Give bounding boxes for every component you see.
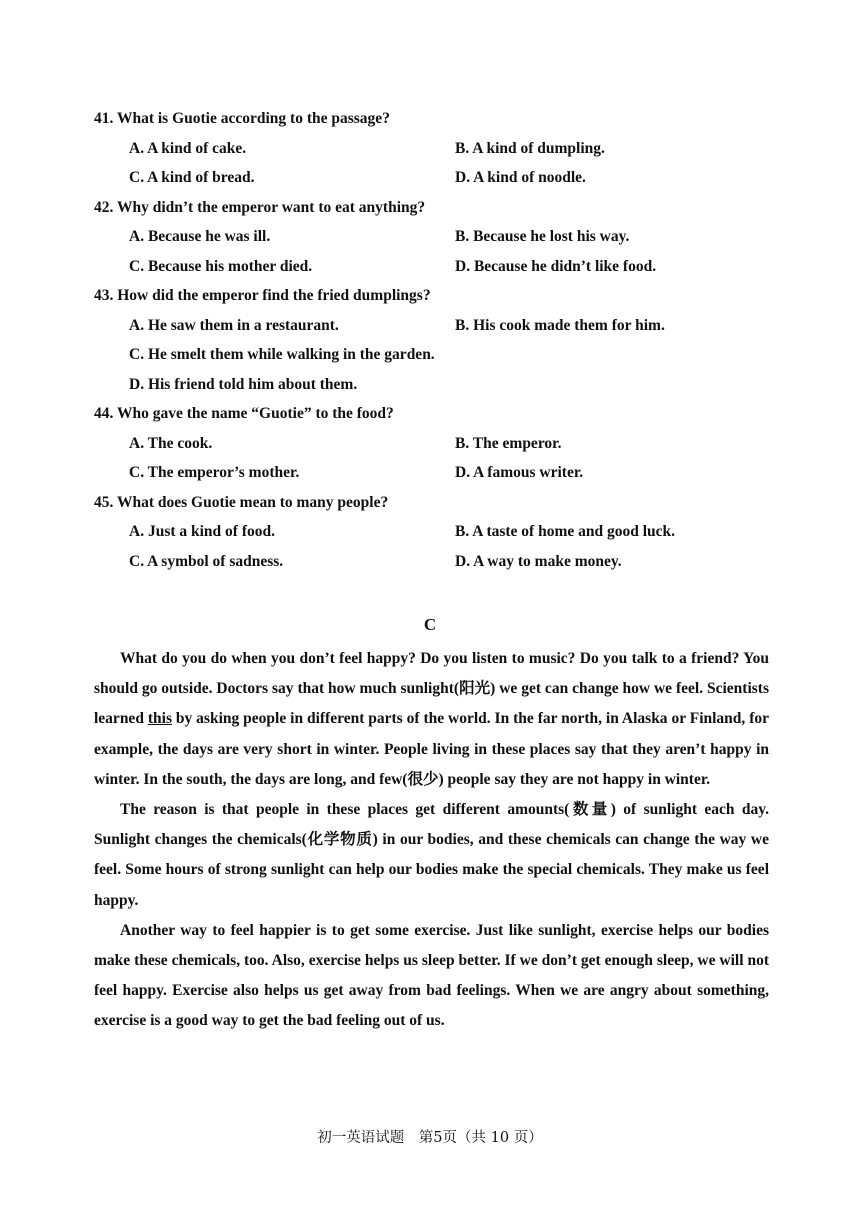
question-stem: 44. Who gave the name “Guotie” to the food? <box>94 405 394 422</box>
option-row <box>94 458 794 488</box>
option-d: D. Because he didn’t like food. <box>455 257 657 275</box>
option-b: B. Because he lost his way. <box>455 228 630 245</box>
question-44 <box>94 399 794 488</box>
option-d: D. A famous writer. <box>455 464 584 481</box>
question-45 <box>94 488 794 577</box>
option-d: D. A kind of noodle. <box>455 169 586 186</box>
reading-passage <box>94 644 769 1037</box>
option-c: C. A kind of bread. <box>129 169 255 186</box>
question-stem: 42. Why didn’t the emperor want to eat anything? <box>94 198 426 216</box>
page-footer: 初一英语试题 第5页（共 10 页） <box>317 1130 543 1146</box>
option-row <box>94 547 794 577</box>
option-c: C. A symbol of sadness. <box>129 552 284 570</box>
option-c: C. He smelt them while walking in the garden. <box>129 346 435 363</box>
option-b: B. The emperor. <box>455 434 562 452</box>
option-row <box>94 517 794 547</box>
passage-paragraph-3: Another way to feel happier is to get some exercise. Just like sunlight, exercise helps our bodies make these chemicals, too. Also, exercise helps us sleep better. If we don’t get enough sleep, we will not feel happy. Exercise also helps us get away from bad feelings. When we are angry about something, exercise is a good way to get the bad feeling out of us. <box>94 921 769 1030</box>
option-row <box>94 340 794 370</box>
section-heading: C <box>423 615 437 634</box>
option-row <box>94 222 794 252</box>
option-row <box>94 252 794 282</box>
option-d: D. His friend told him about them. <box>129 375 358 393</box>
option-c: C. Because his mother died. <box>129 257 313 275</box>
question-list <box>94 104 794 576</box>
question-41 <box>94 104 794 193</box>
option-c: C. The emperor’s mother. <box>129 464 300 481</box>
option-b: B. A kind of dumpling. <box>455 139 605 157</box>
option-row <box>94 429 794 459</box>
option-a: A. The cook. <box>129 434 213 452</box>
paragraph-text: by asking people in different parts of the world. In the far north, in Alaska or Finland, for example, the days are very short in winter. People living in these places say that they aren’t happy in winter. In the south, the days are long, and few(很少) people say they are not happy in winter. <box>94 710 770 788</box>
passage-paragraph-2: The reason is that people in these places get different amounts(数量) of sunlight each day. Sunlight changes the chemicals(化学物质) in our bodies, and these chemicals can change the way we feel. Some hours of strong sunlight can help our bodies make the special chemicals. They make us feel happy. <box>94 801 769 909</box>
option-a: A. He saw them in a restaurant. <box>129 316 339 334</box>
option-b: B. His cook made them for him. <box>455 316 665 334</box>
question-43 <box>94 281 794 399</box>
question-stem: 41. What is Guotie according to the passage? <box>94 110 390 127</box>
underlined-word: this <box>147 710 172 728</box>
option-a: A. Because he was ill. <box>129 228 271 245</box>
question-stem: 45. What does Guotie mean to many people? <box>94 493 389 511</box>
option-a: A. Just a kind of food. <box>129 523 275 540</box>
paragraph-text: What do you do when you don’t feel happy? Do you listen to music? Do you talk to a friend? You should go outside. Doctors say that how much sunlight(阳光) we get can change how we feel. Scientists learned <box>94 650 769 728</box>
option-d: D. A way to make money. <box>455 552 622 570</box>
passage-paragraph-1 <box>94 644 769 795</box>
option-b: B. A taste of home and good luck. <box>455 523 676 540</box>
option-row <box>94 311 794 341</box>
option-row <box>94 163 794 193</box>
question-stem: 43. How did the emperor find the fried dumplings? <box>94 287 431 304</box>
question-42 <box>94 193 794 282</box>
option-row <box>94 134 794 164</box>
option-a: A. A kind of cake. <box>129 139 247 157</box>
option-row <box>94 370 794 400</box>
